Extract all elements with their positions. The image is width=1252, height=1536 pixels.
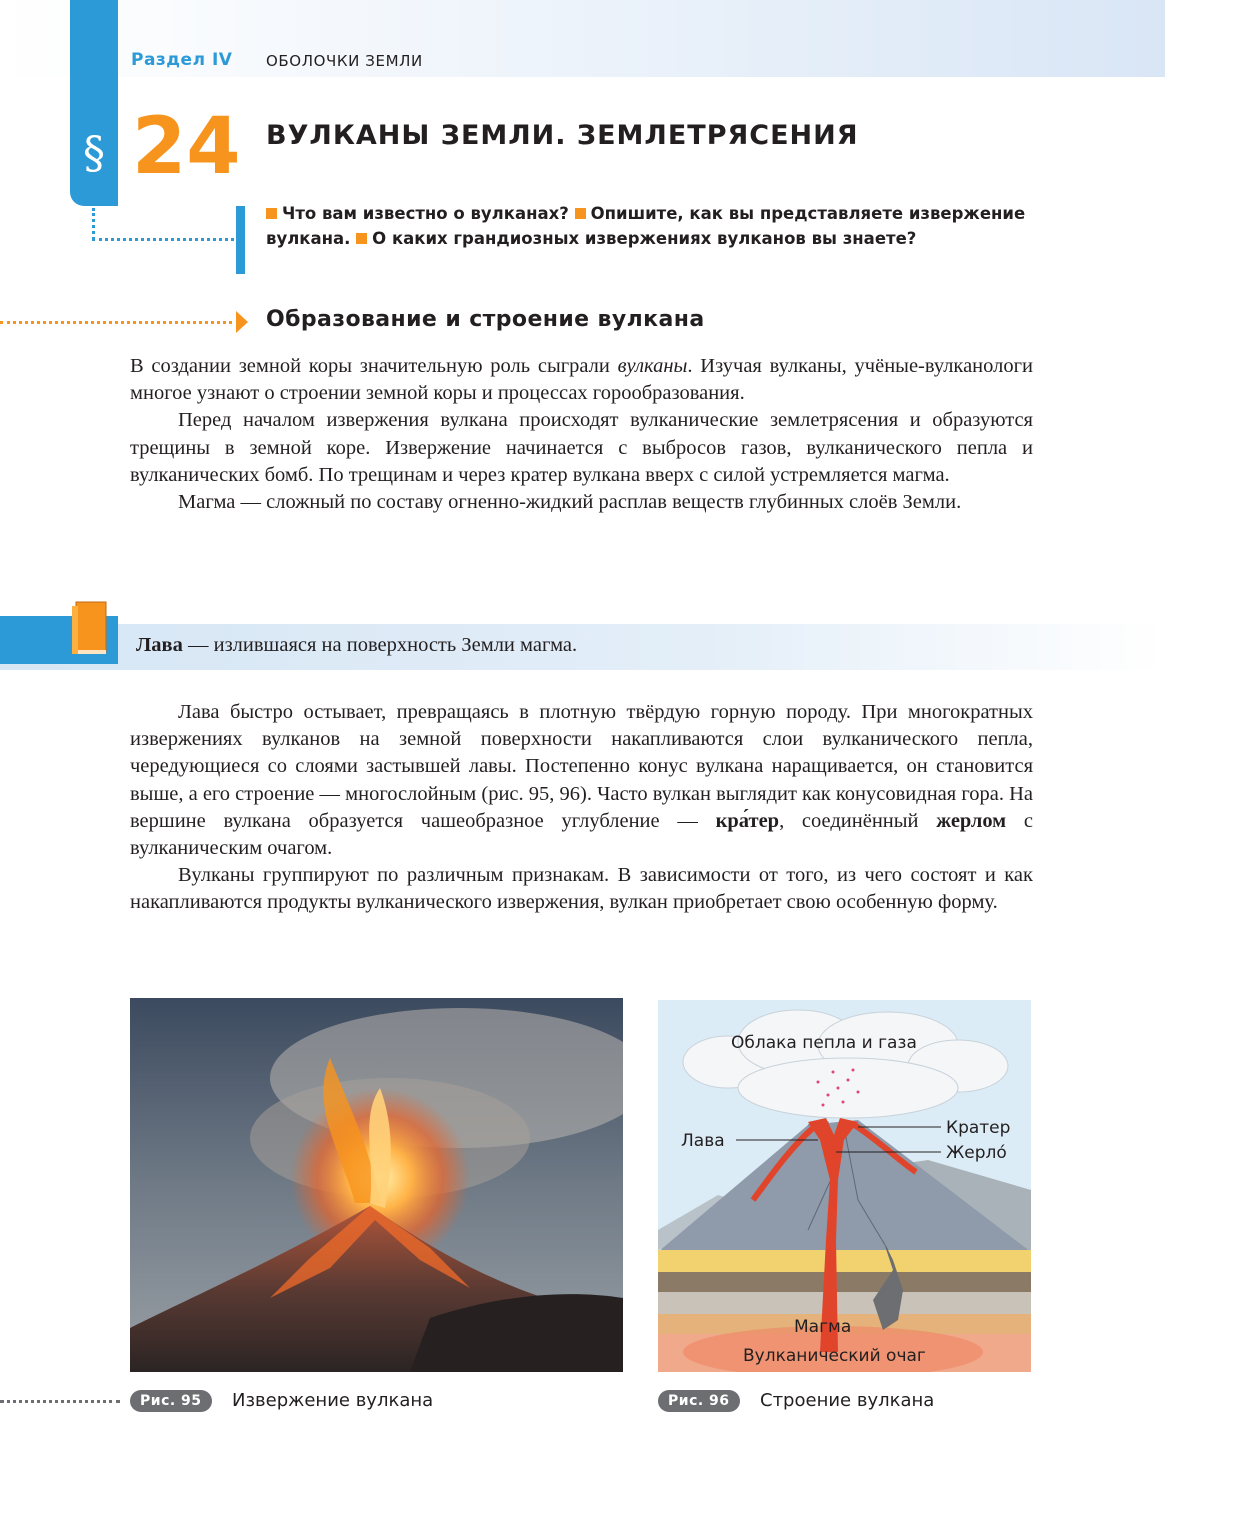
- dotted-connector: [0, 1400, 120, 1403]
- section-sign-icon: §: [83, 128, 105, 179]
- subheading: Образование и строение вулкана: [266, 307, 705, 332]
- running-title: ОБОЛОЧКИ ЗЕМЛИ: [266, 52, 423, 70]
- label-ash-cloud: Облака пепла и газа: [731, 1033, 917, 1053]
- eruption-photo: [130, 998, 623, 1372]
- paragraph: Магма — сложный по составу огненно-жидкий расплав веществ глубинных слоёв Земли.: [178, 491, 962, 514]
- question: О каких грандиозных извержениях вулканов вы знаете?: [372, 228, 917, 248]
- dotted-connector: [0, 321, 232, 324]
- questions-bar: [236, 206, 245, 274]
- square-bullet-icon: [575, 208, 586, 219]
- figure-caption: Извержение вулкана: [232, 1390, 434, 1411]
- section-label: Раздел IV: [131, 50, 233, 70]
- arrow-icon: [236, 311, 248, 333]
- main-text: [130, 699, 1033, 917]
- question: Что вам известно о вулканах?: [282, 204, 569, 223]
- label-chamber: Вулканический очаг: [743, 1346, 926, 1366]
- label-lava: Лава: [681, 1131, 725, 1151]
- figure-caption: Строение вулкана: [760, 1390, 935, 1411]
- term-crater: кра́тер: [715, 809, 780, 832]
- square-bullet-icon: [266, 208, 277, 219]
- dotted-connector: [92, 238, 234, 241]
- term-italic: вулканы: [617, 355, 688, 377]
- questions-block: [266, 202, 1026, 251]
- term-vent: жерлом: [936, 809, 1007, 832]
- paragraph: Лава быстро остывает, превращаясь в плотную твёрдую горную породу. При многократных извержениях вулканов на земной поверхности накапливаются слои вулканического пепла, чередующиеся со слоями застывшей лавы. Постепенно конус вулкана наращивается, он становится выше, а его строение — многослойным (рис. 95, 96). Часто вулкан выглядит как конусовидная гора. На вершине вулкана образуется чашеобразное углубление — кра́тер, соединённый жерлом с вулканическим очагом.: [130, 701, 1033, 860]
- label-crater: Кратер: [946, 1118, 1011, 1138]
- square-bullet-icon: [356, 233, 367, 244]
- figure-label: Рис. 96: [658, 1390, 740, 1412]
- book-icon: [70, 600, 108, 656]
- label-vent: Жерло́: [946, 1143, 1007, 1163]
- page-title: ВУЛКАНЫ ЗЕМЛИ. ЗЕМЛЕТРЯСЕНИЯ: [266, 120, 859, 151]
- definition-text: Лава — излившаяся на поверхность Земли магма.: [136, 634, 578, 656]
- paragraph: В создании земной коры значительную роль сыграли вулканы. Изучая вулканы, учёные-вулканологи многое узнают о строении земной коры и процессах горообразования.: [130, 355, 1033, 405]
- label-magma: Магма: [794, 1317, 852, 1337]
- intro-text: [130, 353, 1033, 516]
- paragraph: Вулканы группируют по различным признакам. В зависимости от того, из чего состоят и как накапливаются продукты вулканического извержения, вулкан приобретает свою особенную форму.: [130, 864, 1033, 914]
- dotted-connector: [92, 208, 95, 240]
- volcano-structure-diagram: [658, 1000, 1031, 1372]
- paragraph: Перед началом извержения вулкана происходят вулканические землетрясения и образуются трещины в земной коре. Извержение начинается с выбросов газов, вулканического пепла и вулканических бомб. По трещинам и через кратер вулкана вверх с силой устремляется магма.: [130, 409, 1033, 486]
- definition-term: Лава: [136, 634, 183, 656]
- question: Опишите, как вы представляете извержение вулкана.: [266, 204, 1026, 248]
- paragraph-number: 24: [132, 102, 241, 192]
- figure-label: Рис. 95: [130, 1390, 212, 1412]
